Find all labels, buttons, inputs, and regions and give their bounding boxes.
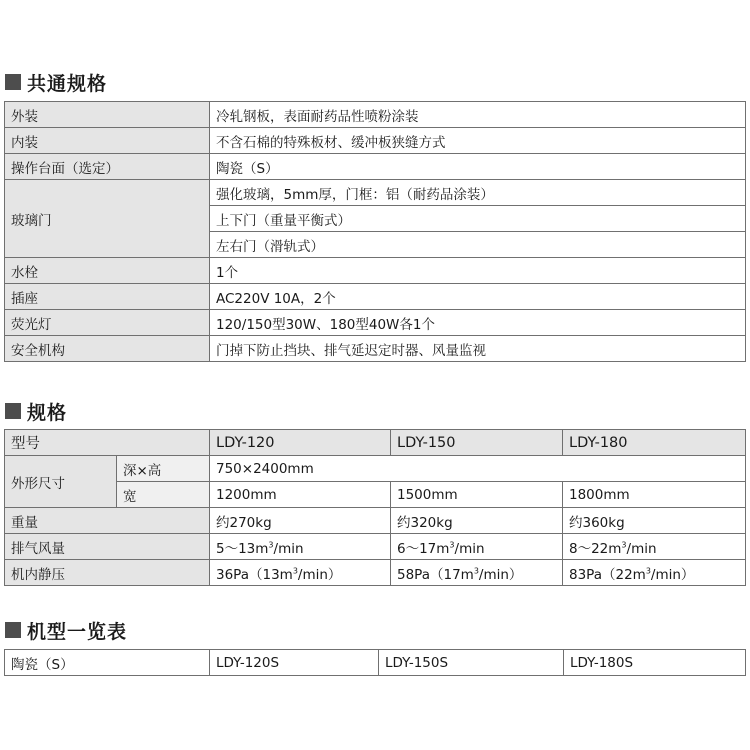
table-row [5, 154, 746, 180]
square-bullet-icon [5, 622, 21, 638]
table-row [5, 456, 746, 482]
row-value: 上下门（重量平衡式） [210, 206, 746, 232]
row-value: 120/150型30W、180型40W各1个 [210, 310, 746, 336]
row-label: 玻璃门 [5, 180, 210, 258]
common-spec-title-block [5, 69, 107, 95]
row-value: 强化玻璃，5mm厚，门框：铝（耐药品涂装） [210, 180, 746, 206]
row-label: 外装 [5, 102, 210, 128]
model-name: LDY-180 [563, 430, 746, 456]
table-row [5, 336, 746, 362]
cell-value: 约320kg [391, 508, 563, 534]
cell-value: $8\sim 22m^3/\min$ [563, 534, 746, 560]
row-label: 操作台面（选定） [5, 154, 210, 180]
row-label: 机内静压 [5, 560, 210, 586]
row-label: 荧光灯 [5, 310, 210, 336]
row-value: 门掉下防止挡块、排气延迟定时器、风量监视 [210, 336, 746, 362]
row-label: 水栓 [5, 258, 210, 284]
spec-title: 规格 [27, 401, 68, 424]
model-name: LDY-150 [391, 430, 563, 456]
model-list-table [4, 649, 746, 676]
row-value: 不含石棉的特殊板材、缓冲板狭缝方式 [210, 128, 746, 154]
row-label: 安全机构 [5, 336, 210, 362]
cell-value: 1200mm [210, 482, 391, 508]
model-code: LDY-180S [564, 650, 746, 676]
model-list-title: 机型一览表 [27, 620, 128, 643]
cell-value: $6\sim 17m^3/\min$ [391, 534, 563, 560]
common-spec-title: 共通规格 [27, 72, 108, 95]
row-label: 插座 [5, 284, 210, 310]
row-label: 排气风量 [5, 534, 210, 560]
cell-value: 约360kg [563, 508, 746, 534]
model-name: LDY-120 [210, 430, 391, 456]
model-code: LDY-150S [379, 650, 564, 676]
table-row [5, 102, 746, 128]
table-row [5, 482, 746, 508]
sub-label: 深×高 [117, 456, 210, 482]
model-code: LDY-120S [210, 650, 379, 676]
cell-value: 约270kg [210, 508, 391, 534]
row-label: 重量 [5, 508, 210, 534]
cell-value: $58Pa(17m^3/\min)$ [391, 560, 563, 586]
model-header-label: 型号 [5, 430, 210, 456]
cell-value: 1800mm [563, 482, 746, 508]
square-bullet-icon [5, 403, 21, 419]
cell-value: 1500mm [391, 482, 563, 508]
row-label: 外形尺寸 [5, 456, 117, 508]
row-value: AC220V 10A，2个 [210, 284, 746, 310]
table-row [5, 508, 746, 534]
model-list-title-block [5, 617, 127, 643]
table-row [5, 180, 746, 206]
table-row [5, 560, 746, 586]
row-value: 左右门（滑轨式） [210, 232, 746, 258]
cell-value: $36Pa(13m^3/\min)$ [210, 560, 391, 586]
sub-label: 宽 [117, 482, 210, 508]
table-row [5, 534, 746, 560]
table-row [5, 258, 746, 284]
table-row [5, 284, 746, 310]
row-value: 陶瓷（S） [210, 154, 746, 180]
table-row [5, 128, 746, 154]
cell-value: $83Pa(22m^3/\min)$ [563, 560, 746, 586]
cell-value: $5\sim 13m^3/\min$ [210, 534, 391, 560]
common-spec-table [4, 101, 746, 362]
row-label: 陶瓷（S） [5, 650, 210, 676]
table-row [5, 650, 746, 676]
row-value: 1个 [210, 258, 746, 284]
square-bullet-icon [5, 74, 21, 90]
row-label: 内装 [5, 128, 210, 154]
table-header-row [5, 430, 746, 456]
spec-title-block [5, 398, 67, 424]
row-value: 冷轧钢板，表面耐药品性喷粉涂装 [210, 102, 746, 128]
table-row [5, 310, 746, 336]
spec-table [4, 429, 746, 586]
cell-value: 750×2400mm [210, 456, 746, 482]
